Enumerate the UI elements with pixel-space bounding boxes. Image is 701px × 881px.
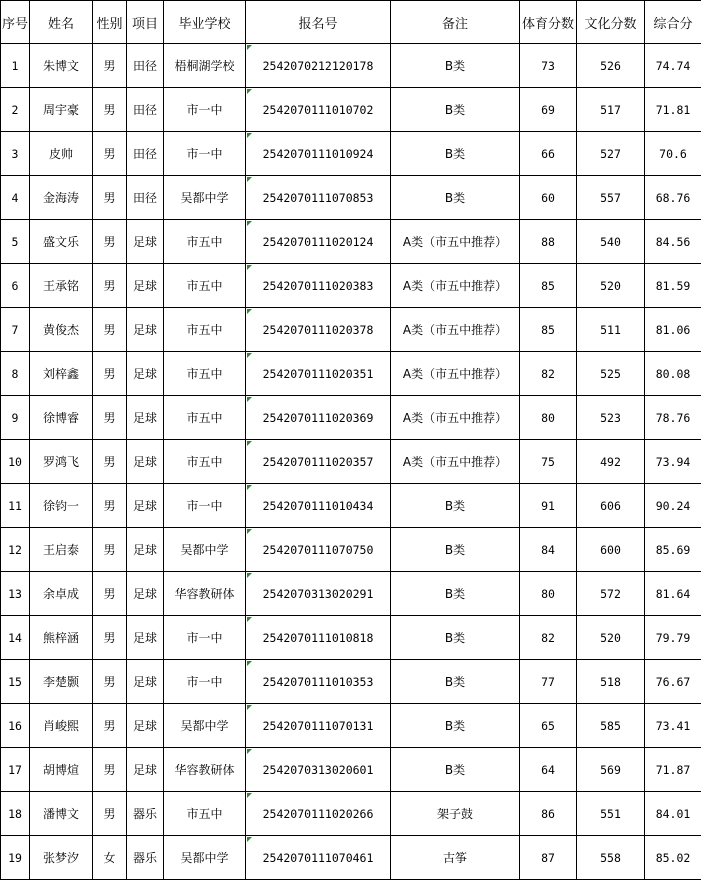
cell-culture-score: 523 bbox=[577, 396, 645, 440]
cell-total-score: 84.01 bbox=[645, 792, 701, 836]
cell-reg-no: 2542070111020383 bbox=[246, 264, 391, 308]
cell-school: 市五中 bbox=[164, 792, 246, 836]
cell-culture-score: 517 bbox=[577, 88, 645, 132]
cell-event: 足球 bbox=[127, 440, 164, 484]
header-gender: 性别 bbox=[93, 1, 127, 44]
cell-event: 足球 bbox=[127, 308, 164, 352]
cell-school: 华容教研体 bbox=[164, 748, 246, 792]
cell-event: 器乐 bbox=[127, 792, 164, 836]
cell-pe-score: 73 bbox=[520, 44, 577, 88]
cell-total-score: 80.08 bbox=[645, 352, 701, 396]
cell-index: 1 bbox=[1, 44, 30, 88]
cell-remarks: A类（市五中推荐） bbox=[391, 440, 520, 484]
cell-culture-score: 569 bbox=[577, 748, 645, 792]
cell-total-score: 81.64 bbox=[645, 572, 701, 616]
cell-culture-score: 525 bbox=[577, 352, 645, 396]
cell-remarks: B类 bbox=[391, 176, 520, 220]
cell-pe-score: 84 bbox=[520, 528, 577, 572]
table-row bbox=[1, 132, 701, 176]
cell-reg-no: 2542070111070461 bbox=[246, 836, 391, 880]
cell-total-score: 78.76 bbox=[645, 396, 701, 440]
cell-school: 市一中 bbox=[164, 616, 246, 660]
cell-culture-score: 600 bbox=[577, 528, 645, 572]
cell-index: 19 bbox=[1, 836, 30, 880]
cell-school: 市五中 bbox=[164, 308, 246, 352]
cell-remarks: B类 bbox=[391, 704, 520, 748]
cell-reg-no: 2542070111020124 bbox=[246, 220, 391, 264]
cell-school: 市一中 bbox=[164, 88, 246, 132]
cell-pe-score: 64 bbox=[520, 748, 577, 792]
cell-reg-no: 2542070111010434 bbox=[246, 484, 391, 528]
cell-event: 田径 bbox=[127, 176, 164, 220]
cell-index: 9 bbox=[1, 396, 30, 440]
cell-event: 足球 bbox=[127, 484, 164, 528]
cell-pe-score: 75 bbox=[520, 440, 577, 484]
cell-name: 皮帅 bbox=[30, 132, 93, 176]
cell-name: 徐博睿 bbox=[30, 396, 93, 440]
cell-name: 罗鸿飞 bbox=[30, 440, 93, 484]
cell-school: 吴都中学 bbox=[164, 528, 246, 572]
cell-gender: 男 bbox=[93, 264, 127, 308]
cell-pe-score: 91 bbox=[520, 484, 577, 528]
cell-school: 市五中 bbox=[164, 352, 246, 396]
header-index: 序号 bbox=[1, 1, 30, 44]
cell-index: 10 bbox=[1, 440, 30, 484]
cell-reg-no: 2542070111010702 bbox=[246, 88, 391, 132]
cell-remarks: B类 bbox=[391, 132, 520, 176]
cell-reg-no: 2542070111010924 bbox=[246, 132, 391, 176]
cell-gender: 男 bbox=[93, 44, 127, 88]
header-school: 毕业学校 bbox=[164, 1, 246, 44]
table-row bbox=[1, 836, 701, 880]
cell-reg-no: 2542070111020351 bbox=[246, 352, 391, 396]
header-remarks: 备注 bbox=[391, 1, 520, 44]
cell-total-score: 84.56 bbox=[645, 220, 701, 264]
cell-reg-no: 2542070313020601 bbox=[246, 748, 391, 792]
cell-culture-score: 572 bbox=[577, 572, 645, 616]
cell-school: 市五中 bbox=[164, 264, 246, 308]
cell-index: 5 bbox=[1, 220, 30, 264]
cell-culture-score: 585 bbox=[577, 704, 645, 748]
cell-event: 足球 bbox=[127, 352, 164, 396]
cell-reg-no: 2542070111070131 bbox=[246, 704, 391, 748]
cell-total-score: 81.59 bbox=[645, 264, 701, 308]
cell-remarks: 架子鼓 bbox=[391, 792, 520, 836]
cell-name: 潘博文 bbox=[30, 792, 93, 836]
cell-total-score: 90.24 bbox=[645, 484, 701, 528]
cell-gender: 男 bbox=[93, 704, 127, 748]
cell-pe-score: 88 bbox=[520, 220, 577, 264]
cell-culture-score: 520 bbox=[577, 616, 645, 660]
cell-index: 4 bbox=[1, 176, 30, 220]
cell-culture-score: 558 bbox=[577, 836, 645, 880]
table-row bbox=[1, 748, 701, 792]
cell-gender: 男 bbox=[93, 572, 127, 616]
cell-name: 刘梓鑫 bbox=[30, 352, 93, 396]
cell-remarks: B类 bbox=[391, 572, 520, 616]
cell-culture-score: 551 bbox=[577, 792, 645, 836]
table-header bbox=[1, 1, 701, 44]
cell-remarks: A类（市五中推荐） bbox=[391, 220, 520, 264]
cell-event: 足球 bbox=[127, 748, 164, 792]
cell-event: 田径 bbox=[127, 132, 164, 176]
cell-gender: 男 bbox=[93, 88, 127, 132]
cell-index: 13 bbox=[1, 572, 30, 616]
cell-total-score: 76.67 bbox=[645, 660, 701, 704]
cell-event: 田径 bbox=[127, 88, 164, 132]
cell-reg-no: 2542070212120178 bbox=[246, 44, 391, 88]
cell-total-score: 70.6 bbox=[645, 132, 701, 176]
cell-culture-score: 520 bbox=[577, 264, 645, 308]
cell-event: 足球 bbox=[127, 220, 164, 264]
cell-school: 华容教研体 bbox=[164, 572, 246, 616]
cell-school: 市五中 bbox=[164, 396, 246, 440]
cell-total-score: 71.87 bbox=[645, 748, 701, 792]
cell-reg-no: 2542070111070750 bbox=[246, 528, 391, 572]
cell-pe-score: 65 bbox=[520, 704, 577, 748]
cell-culture-score: 557 bbox=[577, 176, 645, 220]
cell-index: 16 bbox=[1, 704, 30, 748]
cell-pe-score: 66 bbox=[520, 132, 577, 176]
cell-culture-score: 606 bbox=[577, 484, 645, 528]
cell-school: 市一中 bbox=[164, 484, 246, 528]
header-total-score: 综合分 bbox=[645, 1, 701, 44]
cell-event: 足球 bbox=[127, 264, 164, 308]
cell-event: 足球 bbox=[127, 660, 164, 704]
cell-pe-score: 80 bbox=[520, 396, 577, 440]
cell-reg-no: 2542070111020378 bbox=[246, 308, 391, 352]
cell-school: 市一中 bbox=[164, 660, 246, 704]
cell-gender: 男 bbox=[93, 220, 127, 264]
cell-total-score: 71.81 bbox=[645, 88, 701, 132]
cell-remarks: B类 bbox=[391, 528, 520, 572]
cell-event: 足球 bbox=[127, 572, 164, 616]
header-row bbox=[1, 1, 701, 44]
cell-pe-score: 82 bbox=[520, 352, 577, 396]
cell-name: 胡博煊 bbox=[30, 748, 93, 792]
cell-event: 器乐 bbox=[127, 836, 164, 880]
cell-reg-no: 2542070111020357 bbox=[246, 440, 391, 484]
cell-pe-score: 77 bbox=[520, 660, 577, 704]
cell-index: 17 bbox=[1, 748, 30, 792]
cell-remarks: A类（市五中推荐） bbox=[391, 396, 520, 440]
cell-total-score: 68.76 bbox=[645, 176, 701, 220]
cell-name: 周宇豪 bbox=[30, 88, 93, 132]
cell-remarks: B类 bbox=[391, 484, 520, 528]
cell-pe-score: 86 bbox=[520, 792, 577, 836]
cell-name: 熊梓涵 bbox=[30, 616, 93, 660]
cell-index: 15 bbox=[1, 660, 30, 704]
cell-culture-score: 540 bbox=[577, 220, 645, 264]
cell-index: 6 bbox=[1, 264, 30, 308]
cell-remarks: B类 bbox=[391, 660, 520, 704]
cell-gender: 男 bbox=[93, 396, 127, 440]
cell-school: 吴都中学 bbox=[164, 176, 246, 220]
cell-pe-score: 60 bbox=[520, 176, 577, 220]
cell-total-score: 73.41 bbox=[645, 704, 701, 748]
table-row bbox=[1, 440, 701, 484]
cell-gender: 男 bbox=[93, 132, 127, 176]
table-row bbox=[1, 528, 701, 572]
cell-index: 11 bbox=[1, 484, 30, 528]
table-row bbox=[1, 396, 701, 440]
cell-name: 徐钧一 bbox=[30, 484, 93, 528]
cell-pe-score: 80 bbox=[520, 572, 577, 616]
cell-pe-score: 82 bbox=[520, 616, 577, 660]
cell-index: 12 bbox=[1, 528, 30, 572]
cell-remarks: A类（市五中推荐） bbox=[391, 352, 520, 396]
cell-index: 3 bbox=[1, 132, 30, 176]
table-row bbox=[1, 220, 701, 264]
cell-reg-no: 2542070111020266 bbox=[246, 792, 391, 836]
cell-school: 市一中 bbox=[164, 132, 246, 176]
cell-gender: 男 bbox=[93, 440, 127, 484]
cell-index: 14 bbox=[1, 616, 30, 660]
cell-event: 田径 bbox=[127, 44, 164, 88]
cell-school: 市五中 bbox=[164, 440, 246, 484]
cell-total-score: 85.02 bbox=[645, 836, 701, 880]
header-name: 姓名 bbox=[30, 1, 93, 44]
cell-name: 余卓成 bbox=[30, 572, 93, 616]
header-culture-score: 文化分数 bbox=[577, 1, 645, 44]
cell-reg-no: 2542070313020291 bbox=[246, 572, 391, 616]
cell-name: 李楚颢 bbox=[30, 660, 93, 704]
cell-pe-score: 85 bbox=[520, 308, 577, 352]
cell-total-score: 79.79 bbox=[645, 616, 701, 660]
cell-name: 王启泰 bbox=[30, 528, 93, 572]
cell-reg-no: 2542070111070853 bbox=[246, 176, 391, 220]
cell-index: 18 bbox=[1, 792, 30, 836]
table-body bbox=[1, 44, 701, 880]
cell-gender: 男 bbox=[93, 748, 127, 792]
cell-remarks: B类 bbox=[391, 748, 520, 792]
table-row bbox=[1, 616, 701, 660]
cell-pe-score: 69 bbox=[520, 88, 577, 132]
cell-culture-score: 526 bbox=[577, 44, 645, 88]
cell-remarks: A类（市五中推荐） bbox=[391, 264, 520, 308]
cell-reg-no: 2542070111020369 bbox=[246, 396, 391, 440]
cell-school: 吴都中学 bbox=[164, 836, 246, 880]
table-row bbox=[1, 572, 701, 616]
cell-name: 黄俊杰 bbox=[30, 308, 93, 352]
table-row bbox=[1, 352, 701, 396]
cell-gender: 男 bbox=[93, 792, 127, 836]
table-row bbox=[1, 660, 701, 704]
cell-school: 市五中 bbox=[164, 220, 246, 264]
cell-name: 张梦汐 bbox=[30, 836, 93, 880]
cell-culture-score: 511 bbox=[577, 308, 645, 352]
cell-index: 2 bbox=[1, 88, 30, 132]
cell-name: 王承铭 bbox=[30, 264, 93, 308]
header-reg-no: 报名号 bbox=[246, 1, 391, 44]
cell-gender: 男 bbox=[93, 660, 127, 704]
table-row bbox=[1, 44, 701, 88]
cell-reg-no: 2542070111010353 bbox=[246, 660, 391, 704]
cell-gender: 女 bbox=[93, 836, 127, 880]
table-row bbox=[1, 264, 701, 308]
cell-event: 足球 bbox=[127, 396, 164, 440]
cell-school: 梧桐湖学校 bbox=[164, 44, 246, 88]
cell-index: 7 bbox=[1, 308, 30, 352]
cell-remarks: A类（市五中推荐） bbox=[391, 308, 520, 352]
cell-name: 金海涛 bbox=[30, 176, 93, 220]
cell-pe-score: 85 bbox=[520, 264, 577, 308]
cell-total-score: 74.74 bbox=[645, 44, 701, 88]
cell-gender: 男 bbox=[93, 616, 127, 660]
cell-culture-score: 492 bbox=[577, 440, 645, 484]
cell-gender: 男 bbox=[93, 176, 127, 220]
cell-name: 肖峻熙 bbox=[30, 704, 93, 748]
cell-gender: 男 bbox=[93, 352, 127, 396]
header-pe-score: 体育分数 bbox=[520, 1, 577, 44]
table-row bbox=[1, 88, 701, 132]
cell-total-score: 73.94 bbox=[645, 440, 701, 484]
cell-remarks: B类 bbox=[391, 44, 520, 88]
cell-gender: 男 bbox=[93, 308, 127, 352]
cell-culture-score: 518 bbox=[577, 660, 645, 704]
cell-event: 足球 bbox=[127, 704, 164, 748]
table-row bbox=[1, 484, 701, 528]
cell-reg-no: 2542070111010818 bbox=[246, 616, 391, 660]
table-row bbox=[1, 308, 701, 352]
cell-name: 朱博文 bbox=[30, 44, 93, 88]
cell-gender: 男 bbox=[93, 484, 127, 528]
cell-school: 吴都中学 bbox=[164, 704, 246, 748]
cell-index: 8 bbox=[1, 352, 30, 396]
cell-remarks: B类 bbox=[391, 88, 520, 132]
table-row bbox=[1, 176, 701, 220]
table-row bbox=[1, 704, 701, 748]
cell-event: 足球 bbox=[127, 616, 164, 660]
cell-culture-score: 527 bbox=[577, 132, 645, 176]
cell-total-score: 81.06 bbox=[645, 308, 701, 352]
cell-total-score: 85.69 bbox=[645, 528, 701, 572]
cell-name: 盛文乐 bbox=[30, 220, 93, 264]
table-row bbox=[1, 792, 701, 836]
header-event: 项目 bbox=[127, 1, 164, 44]
cell-remarks: B类 bbox=[391, 616, 520, 660]
cell-event: 足球 bbox=[127, 528, 164, 572]
cell-gender: 男 bbox=[93, 528, 127, 572]
cell-pe-score: 87 bbox=[520, 836, 577, 880]
cell-remarks: 古筝 bbox=[391, 836, 520, 880]
